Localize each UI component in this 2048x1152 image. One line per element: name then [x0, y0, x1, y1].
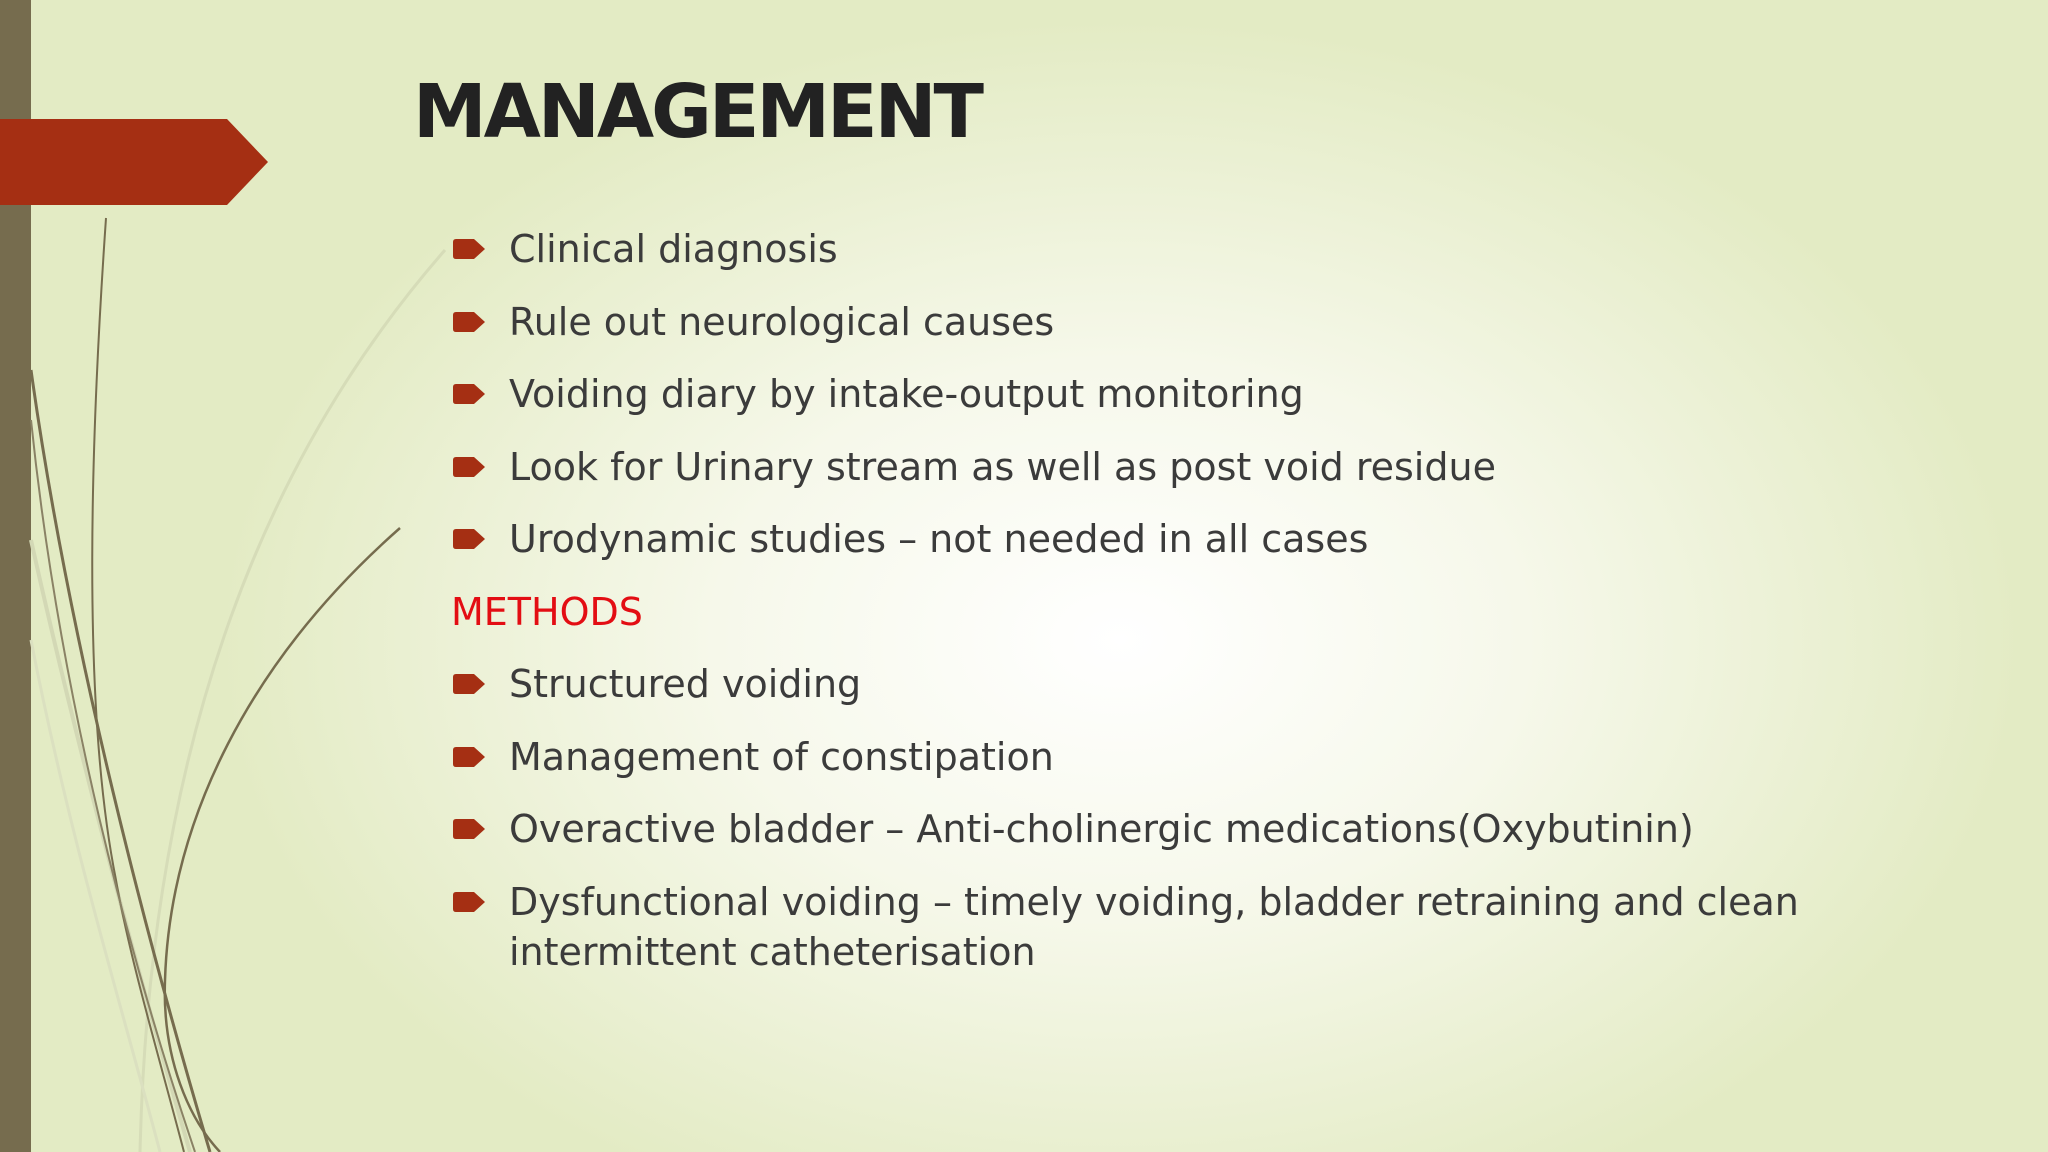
bullet-item — [451, 224, 1851, 274]
arrow-bullet-icon — [453, 747, 485, 767]
arrow-bullet-icon — [453, 892, 485, 912]
bullet-item — [451, 732, 1851, 782]
bullet-text: Dysfunctional voiding – timely voiding, bladder retraining and clean intermittent catheterisation — [509, 879, 1799, 974]
bullet-text: Clinical diagnosis — [509, 227, 838, 271]
bullet-item — [451, 514, 1851, 564]
bullet-text: Overactive bladder – Anti-cholinergic medications(Oxybutinin) — [509, 807, 1694, 851]
slide-body — [451, 224, 1851, 999]
arrow-bullet-icon — [453, 529, 485, 549]
bullet-text: Rule out neurological causes — [509, 299, 1055, 344]
accent-arrow-shape — [0, 119, 268, 205]
arrow-bullet-icon — [453, 819, 485, 839]
arrow-bullet-icon — [453, 384, 485, 404]
bullet-text: Structured voiding — [509, 662, 862, 706]
bullet-item — [451, 659, 1851, 709]
bullet-item — [451, 369, 1851, 419]
bullet-text: Management of constipation — [509, 734, 1054, 779]
arrow-bullet-icon — [453, 457, 485, 477]
bullet-text: Voiding diary by intake-output monitoring — [509, 372, 1304, 416]
bullet-item — [451, 442, 1851, 492]
section-heading-methods: METHODS — [451, 589, 643, 634]
bullet-item — [451, 804, 1851, 854]
arrow-bullet-icon — [453, 312, 485, 332]
bullet-text: Look for Urinary stream as well as post void residue — [509, 444, 1496, 489]
bullet-item — [451, 877, 1851, 977]
bullet-text: Urodynamic studies – not needed in all cases — [509, 517, 1369, 561]
arrow-bullet-icon — [453, 239, 485, 259]
arrow-bullet-icon — [453, 674, 485, 694]
bullet-item — [451, 297, 1851, 347]
slide-title: MANAGEMENT — [413, 69, 981, 155]
